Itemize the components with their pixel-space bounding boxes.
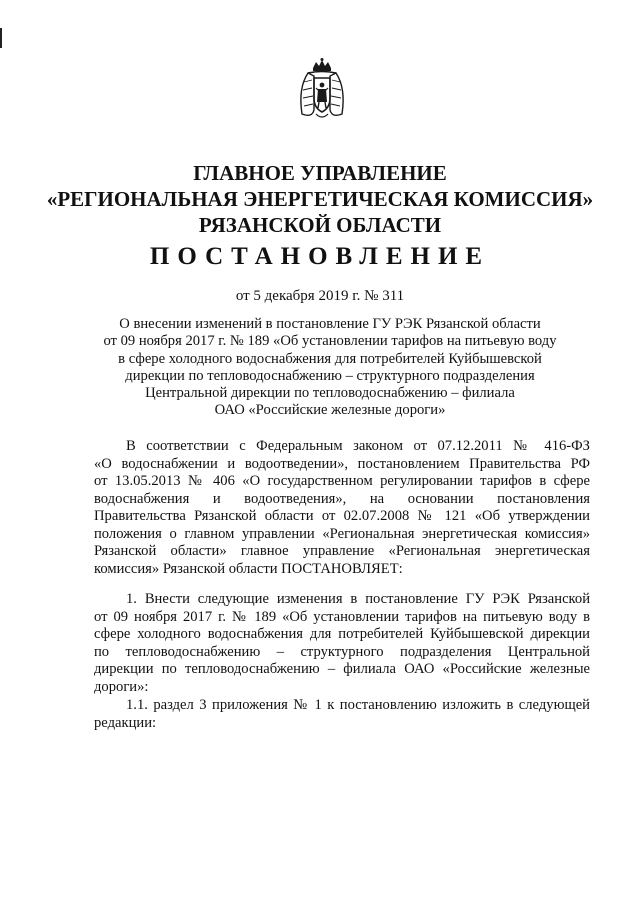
text-line: положения о главном управлении «Региональная энергетическая комиссия» — [94, 525, 590, 542]
subject-line: в сфере холодного водоснабжения для потребителей Куйбышевской — [118, 350, 542, 367]
text-line: 1.1. раздел 3 приложения № 1 к постановлению изложить в следующей — [126, 697, 590, 713]
text-line: дороги»: — [94, 678, 149, 695]
preamble-paragraph — [94, 438, 590, 578]
org-title-line2: «РЕГИОНАЛЬНАЯ ЭНЕРГЕТИЧЕСКАЯ КОМИССИЯ» — [46, 187, 594, 211]
subject-line: дирекции по тепловодоснабжению – структурного подразделения — [125, 367, 535, 384]
text-line: Рязанской области» главное управление «Региональная энергетическая — [94, 543, 590, 559]
text-line: 1. Внести следующие изменения в постановление ГУ РЭК Рязанской — [126, 591, 590, 607]
text-line: комиссия» Рязанской области ПОСТАНОВЛЯЕТ: — [94, 560, 403, 577]
text-line: по тепловодоснабжению – структурного подразделения Центральной — [94, 643, 590, 660]
text-line: сфере холодного водоснабжения для потребителей Куйбышевской дирекции — [94, 626, 590, 642]
org-title-line3: РЯЗАНСКОЙ ОБЛАСТИ — [198, 213, 442, 237]
org-title-line1: ГЛАВНОЕ УПРАВЛЕНИЕ — [193, 161, 447, 185]
text-line: Правительства Рязанской области от 02.07.2008 № 121 «Об утверждении — [94, 508, 590, 524]
text-line: водоснабжения и водоотведения», на основании постановления — [94, 490, 590, 507]
text-line: В соответствии с Федеральным законом от 07.12.2011 № 416-ФЗ — [126, 438, 590, 454]
coat-of-arms-icon — [296, 58, 348, 122]
document-type: ПОСТАНОВЛЕНИЕ — [149, 243, 491, 270]
document-subject — [100, 316, 560, 420]
subject-line: ОАО «Российские железные дороги» — [214, 402, 446, 419]
text-line: от 13.05.2013 № 406 «О государственном регулировании тарифов в сфере — [94, 473, 590, 489]
clause-1-1-paragraph — [94, 697, 590, 732]
subject-line: О внесении изменений в постановление ГУ РЭК Рязанской области — [119, 316, 541, 332]
text-line: «О водоснабжении и водоотведении», постановлением Правительства РФ — [94, 455, 590, 472]
subject-line: от 09 ноября 2017 г. № 189 «Об установлении тарифов на питьевую воду — [103, 333, 557, 350]
clause-1-paragraph — [94, 591, 590, 696]
text-line: дирекции по тепловодоснабжению – филиала ОАО «Российские железные — [94, 661, 590, 677]
subject-line: Центральной дирекции по тепловодоснабжению – филиала — [145, 385, 515, 402]
text-line: редакции: — [94, 714, 157, 731]
scan-edge-mark — [0, 28, 2, 48]
document-date: от 5 декабря 2019 г. № 311 — [235, 288, 405, 304]
text-line: от 09 ноября 2017 г. № 189 «Об установлении тарифов на питьевую воду в — [94, 608, 590, 625]
